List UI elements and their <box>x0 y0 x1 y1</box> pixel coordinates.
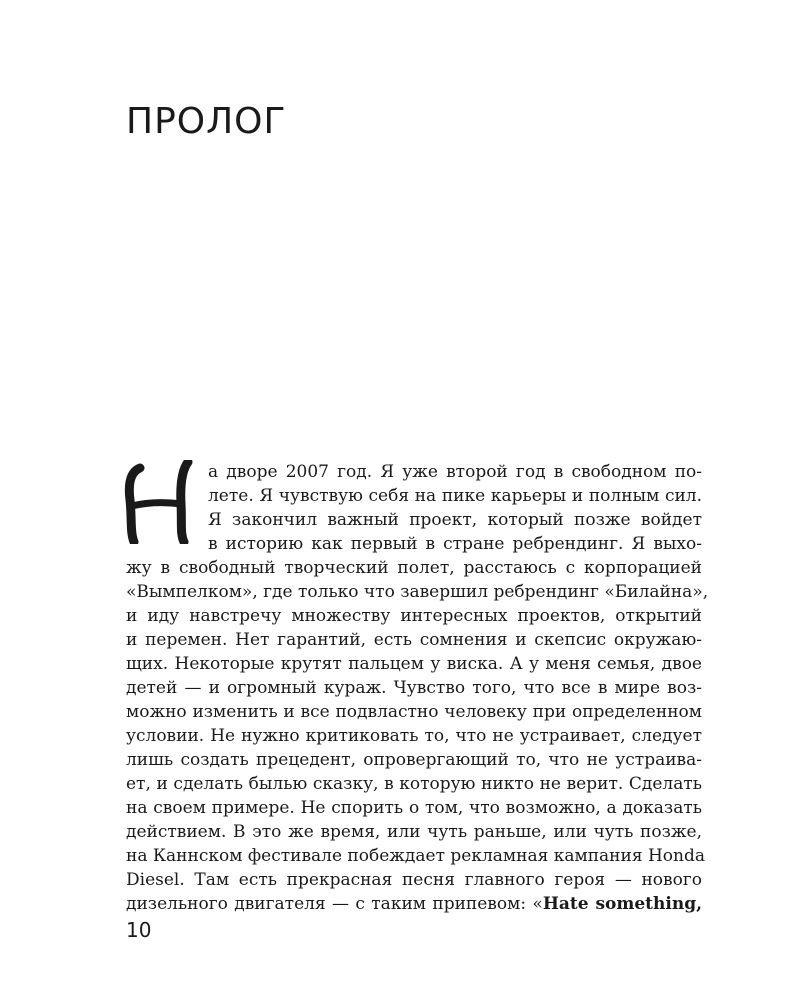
page-number: 10 <box>126 918 152 942</box>
paragraph-line: в историю как первый в стране ребрендинг. Я выхо- <box>208 534 702 554</box>
paragraph-line: и иду навстречу множеству интересных проектов, открытий <box>126 606 702 626</box>
paragraph-line: жу в свободный творческий полет, расстаюсь с корпорацией <box>126 558 702 578</box>
paragraph-line: «Вымпелком», где только что завершил ребрендинг «Билайна», <box>126 582 709 602</box>
paragraph-line: щих. Некоторые крутят пальцем у виска. А у меня семья, двое <box>126 654 702 674</box>
paragraph-line: Я закончил важный проект, который позже войдет <box>208 510 702 530</box>
paragraph-line: а дворе 2007 год. Я уже второй год в свободном по- <box>208 462 702 482</box>
paragraph-last-line <box>126 892 702 916</box>
paragraph-line: детей — и огромный кураж. Чувство того, что все в мире воз- <box>126 678 702 698</box>
paragraph-line: на Каннском фестивале побеждает рекламная кампания Honda <box>126 846 705 866</box>
paragraph-line: и перемен. Нет гарантий, есть сомнения и скепсис окружаю- <box>126 630 702 650</box>
paragraph-line: лете. Я чувствую себя на пике карьеры и полным сил. <box>208 486 702 506</box>
quoted-lyric-bold: Hate something, <box>542 894 703 914</box>
paragraph-line: на своем примере. Не спорить о том, что возможно, а доказать <box>126 798 702 818</box>
paragraph-line: ет, и сделать былью сказку, в которую никто не верит. Сделать <box>126 774 702 794</box>
prologue-paragraph <box>126 460 709 916</box>
paragraph-line: Diesel. Там есть прекрасная песня главного героя — нового <box>126 870 702 890</box>
last-line-text: дизельного двигателя — с таким припевом: « <box>126 894 543 914</box>
paragraph-line: можно изменить и все подвластно человеку при определенном <box>126 702 702 722</box>
paragraph-line: условии. Не нужно критиковать то, что не устраивает, следует <box>126 726 702 746</box>
paragraph-line: действием. В это же время, или чуть раньше, или чуть позже, <box>126 822 702 842</box>
chapter-title: ПРОЛОГ <box>126 101 287 142</box>
paragraph-line: лишь создать прецедент, опровергающий то, что не устраива- <box>126 750 702 770</box>
